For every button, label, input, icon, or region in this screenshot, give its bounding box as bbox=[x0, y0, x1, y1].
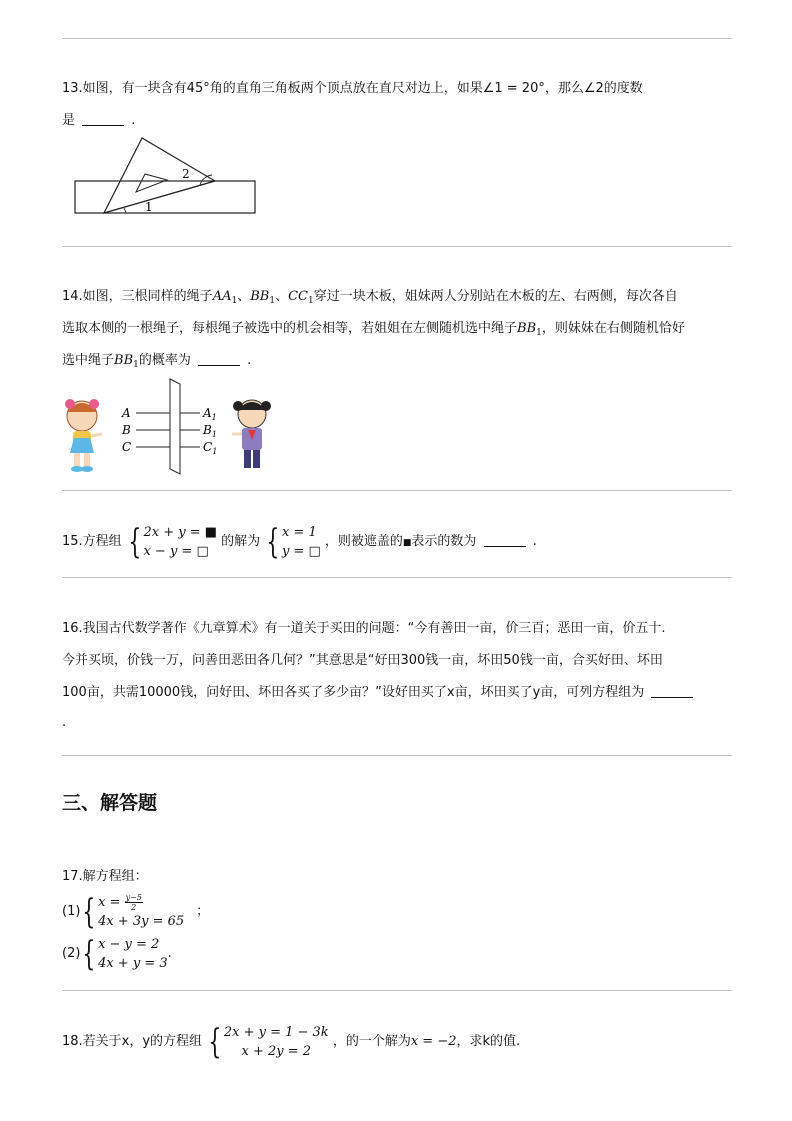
q16-line-1: 16.我国古代数学著作《九章算术》有一道关于买田的问题：“今有善田一亩，价三百；恶田一亩，价五十. bbox=[62, 621, 666, 636]
q14-ropes-figure bbox=[60, 376, 280, 476]
q14-line-3: 选中绳子$BB_1$的概率为 . bbox=[62, 353, 252, 370]
rope-label-b-right: $B_1$ bbox=[203, 423, 217, 439]
divider bbox=[62, 755, 732, 756]
angle-2-label: 2 bbox=[182, 167, 190, 181]
q17-part-1: (1){ x = $\frac{y-5}{2}$ 4x + 3y = 65 ； bbox=[62, 891, 210, 932]
divider bbox=[62, 490, 732, 491]
divider bbox=[62, 990, 732, 991]
answer-blank[interactable] bbox=[651, 686, 693, 698]
answer-blank[interactable] bbox=[82, 114, 124, 126]
q16-line-3: 100亩，共需10000钱，问好田、坏田各买了多少亩？”设好田买了x亩，坏田买了y亩，可列方程组为 bbox=[62, 684, 696, 702]
q17-system-1: x = $\frac{y-5}{2}$ 4x + 3y = 65 bbox=[98, 892, 185, 929]
answer-blank[interactable] bbox=[484, 535, 526, 547]
wooden-board bbox=[170, 379, 180, 474]
q17-title: 17.解方程组： bbox=[62, 869, 148, 884]
divider bbox=[62, 246, 732, 247]
ruler bbox=[75, 181, 255, 213]
rope-label-a-left: A bbox=[122, 406, 131, 420]
section-heading: 三、解答题 bbox=[62, 792, 158, 814]
q13-line-2: 是 . bbox=[62, 113, 136, 128]
q16-line-4: . bbox=[62, 715, 67, 730]
q13-line-1: 13.如图，有一块含有45°角的直角三角板两个顶点放在直尺对边上，如果∠1 = 20°，那么∠2的度数 bbox=[62, 81, 643, 96]
q15-solution: x = 1 y = □ bbox=[281, 524, 321, 559]
q18-system: 2x + y = 1 − 3k x + 2y = 2 bbox=[223, 1024, 329, 1059]
divider bbox=[62, 38, 732, 39]
q16-line-2: 今并买顷，价钱一万，问善田恶田各几何？”其意思是“好田300钱一亩，坏田50钱一亩，合买好田、坏田 bbox=[62, 653, 663, 668]
sister-right-illustration bbox=[232, 400, 271, 468]
q18-line: 18.若关于x，y的方程组 { 2x + y = 1 − 3k x + 2y = 2 ，的一个解为x = −2，求k的值. bbox=[62, 1021, 521, 1062]
q13-ruler-triangle-figure bbox=[72, 135, 262, 217]
triangle-outer bbox=[104, 138, 215, 213]
answer-blank[interactable] bbox=[198, 354, 240, 366]
divider bbox=[62, 577, 732, 578]
rope-label-c-right: $C_1$ bbox=[203, 440, 218, 456]
triangle-inner bbox=[136, 174, 167, 192]
q15-system: 2x + y = ■ x − y = □ bbox=[143, 524, 218, 559]
rope-label-c-left: C bbox=[122, 440, 132, 454]
q14-line-2: 选取本侧的一根绳子，每根绳子被选中的机会相等，若姐姐在左侧随机选中绳子$BB_1$，则妹妹在右侧随机恰好 bbox=[62, 321, 685, 338]
rope-label-b-left: B bbox=[122, 423, 131, 437]
rope-label-a-right: $A_1$ bbox=[203, 406, 217, 422]
q15-line: 15.方程组 { 2x + y = ■ x − y = □ 的解为 { x = 1 y = □ ，则被遮盖的■表示的数为 . bbox=[62, 521, 537, 562]
q17-part-2: (2){ x − y = 2 4x + y = 3 . bbox=[62, 933, 172, 974]
sister-left-illustration bbox=[65, 399, 102, 472]
angle-1-label: 1 bbox=[145, 200, 153, 214]
q17-system-2: x − y = 2 4x + y = 3 bbox=[98, 936, 168, 971]
q14-line-1: 14.如图，三根同样的绳子$AA_1$、$BB_1$、$CC_1$穿过一块木板，姐妹两人分别站在木板的左、右两侧，每次各自 bbox=[62, 289, 678, 306]
